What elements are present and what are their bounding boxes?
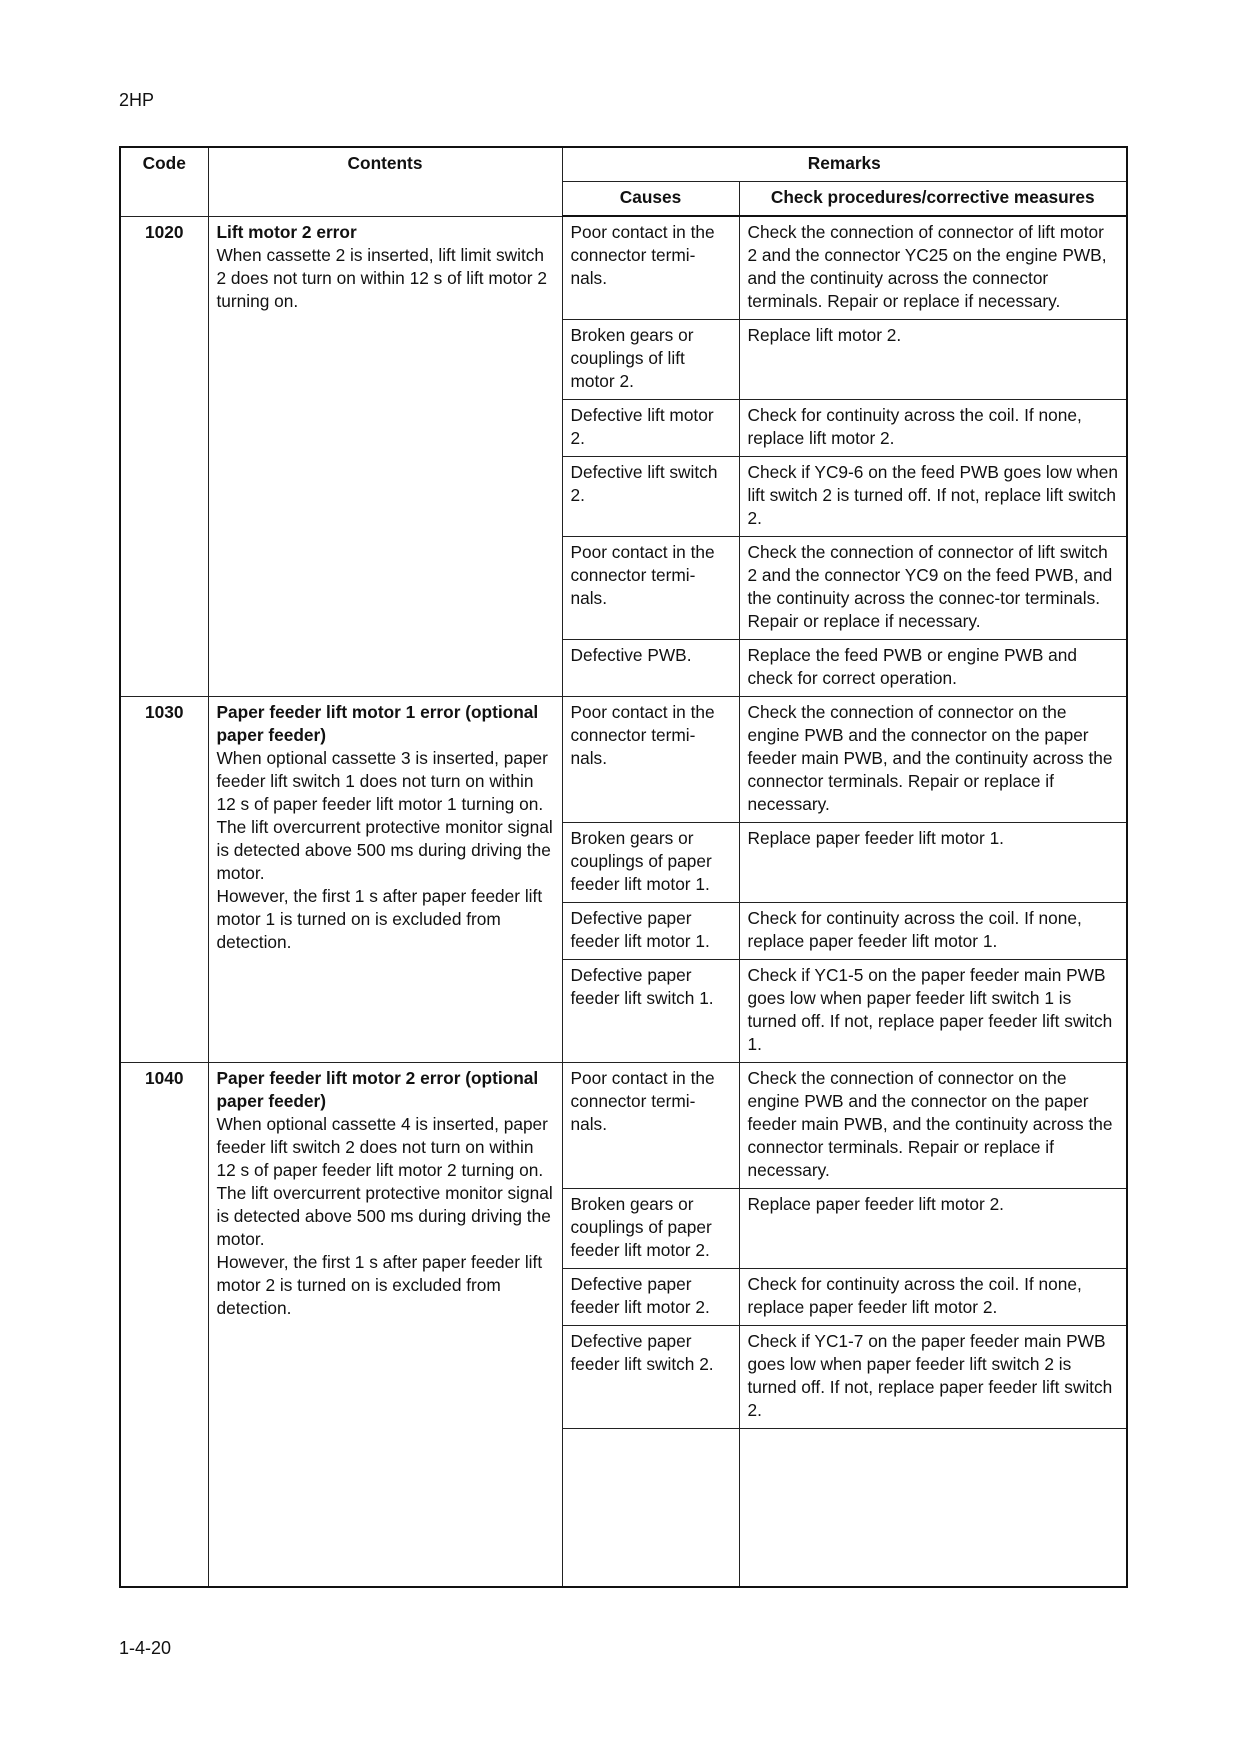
error-description: When optional cassette 3 is inserted, paper feeder lift switch 1 does not turn on within 12 s of paper feeder lift motor 1 turning on. [216, 748, 548, 814]
error-description: However, the first 1 s after paper feeder lift motor 1 is turned on is excluded from detection. [216, 886, 543, 952]
error-title: Paper feeder lift motor 1 error (optional paper feeder) [216, 702, 539, 745]
cause-cell: Defective lift motor 2. [562, 400, 739, 457]
cause-cell: Broken gears or couplings of lift motor 2. [562, 320, 739, 400]
check-procedure-cell: Check for continuity across the coil. If none, replace paper feeder lift motor 2. [739, 1269, 1127, 1326]
header-code: Code [120, 147, 208, 216]
check-procedure-cell: Replace paper feeder lift motor 1. [739, 823, 1127, 903]
model-code: 2HP [119, 90, 155, 110]
header-remarks: Remarks [562, 147, 1127, 182]
check-procedure-cell: Check if YC9-6 on the feed PWB goes low when lift switch 2 is turned off. If not, replace lift switch 2. [739, 457, 1127, 537]
cause-cell: Broken gears or couplings of paper feeder lift motor 1. [562, 823, 739, 903]
table-body [120, 216, 1127, 1587]
check-procedure-cell: Replace the feed PWB or engine PWB and check for correct operation. [739, 640, 1127, 697]
error-title: Lift motor 2 error [216, 221, 357, 242]
error-description: The lift overcurrent protective monitor signal is detected above 500 ms during driving the motor. [216, 817, 553, 883]
error-description: When cassette 2 is inserted, lift limit switch 2 does not turn on within 12 s of lift motor 2 turning on. [216, 244, 547, 311]
check-procedure-cell: Check if YC1-7 on the paper feeder main PWB goes low when paper feeder lift switch 2 is turned off. If not, replace paper feeder lift switch 2. [739, 1326, 1127, 1429]
cause-cell: Defective paper feeder lift switch 2. [562, 1326, 739, 1429]
cause-cell: Defective PWB. [562, 640, 739, 697]
table-row [120, 697, 1127, 823]
cause-cell: Poor contact in the connector termi-nals. [562, 216, 739, 320]
error-code: 1030 [120, 697, 208, 1063]
error-description: When optional cassette 4 is inserted, paper feeder lift switch 2 does not turn on within 12 s of paper feeder lift motor 2 turning on. [216, 1114, 548, 1180]
cause-cell: Poor contact in the connector termi-nals. [562, 537, 739, 640]
cause-cell: Broken gears or couplings of paper feeder lift motor 2. [562, 1189, 739, 1269]
page-number: 1-4-20 [119, 1638, 172, 1658]
filler-check-cell [739, 1429, 1127, 1588]
cause-cell: Defective paper feeder lift switch 1. [562, 960, 739, 1063]
table-row [120, 216, 1127, 320]
cause-cell: Defective lift switch 2. [562, 457, 739, 537]
error-code: 1020 [120, 216, 208, 697]
error-title: Paper feeder lift motor 2 error (optional paper feeder) [216, 1068, 539, 1111]
cause-cell: Poor contact in the connector termi-nals. [562, 697, 739, 823]
error-contents [208, 1063, 562, 1588]
check-procedure-cell: Check the connection of connector of lift switch 2 and the connector YC9 on the feed PWB, and the continuity across the connec-tor terminals. Repair or replace if necessary. [739, 537, 1127, 640]
check-procedure-cell: Replace paper feeder lift motor 2. [739, 1189, 1127, 1269]
header-contents: Contents [208, 147, 562, 216]
header-causes: Causes [562, 182, 739, 217]
check-procedure-cell: Check the connection of connector of lift motor 2 and the connector YC25 on the engine PWB, and the continuity across the connector terminals. Repair or replace if necessary. [739, 216, 1127, 320]
cause-cell: Defective paper feeder lift motor 1. [562, 903, 739, 960]
error-description: However, the first 1 s after paper feeder lift motor 2 is turned on is excluded from detection. [216, 1252, 543, 1318]
table-row [120, 1063, 1127, 1189]
error-code: 1040 [120, 1063, 208, 1588]
cause-cell: Poor contact in the connector termi-nals. [562, 1063, 739, 1189]
check-procedure-cell: Check for continuity across the coil. If none, replace lift motor 2. [739, 400, 1127, 457]
check-procedure-cell: Check if YC1-5 on the paper feeder main PWB goes low when paper feeder lift switch 1 is turned off. If not, replace paper feeder lift switch 1. [739, 960, 1127, 1063]
check-procedure-cell: Check the connection of connector on the engine PWB and the connector on the paper feeder main PWB, and the continuity across the connector terminals. Repair or replace if necessary. [739, 1063, 1127, 1189]
check-procedure-cell: Check the connection of connector on the engine PWB and the connector on the paper feeder main PWB, and the continuity across the connector terminals. Repair or replace if necessary. [739, 697, 1127, 823]
check-procedure-cell: Check for continuity across the coil. If none, replace paper feeder lift motor 1. [739, 903, 1127, 960]
error-contents [208, 216, 562, 697]
check-procedure-cell: Replace lift motor 2. [739, 320, 1127, 400]
error-code-table [119, 146, 1128, 1588]
header-check: Check procedures/corrective measures [739, 182, 1127, 217]
error-description: The lift overcurrent protective monitor signal is detected above 500 ms during driving the motor. [216, 1183, 553, 1249]
cause-cell: Defective paper feeder lift motor 2. [562, 1269, 739, 1326]
filler-cause-cell [562, 1429, 739, 1588]
error-contents [208, 697, 562, 1063]
